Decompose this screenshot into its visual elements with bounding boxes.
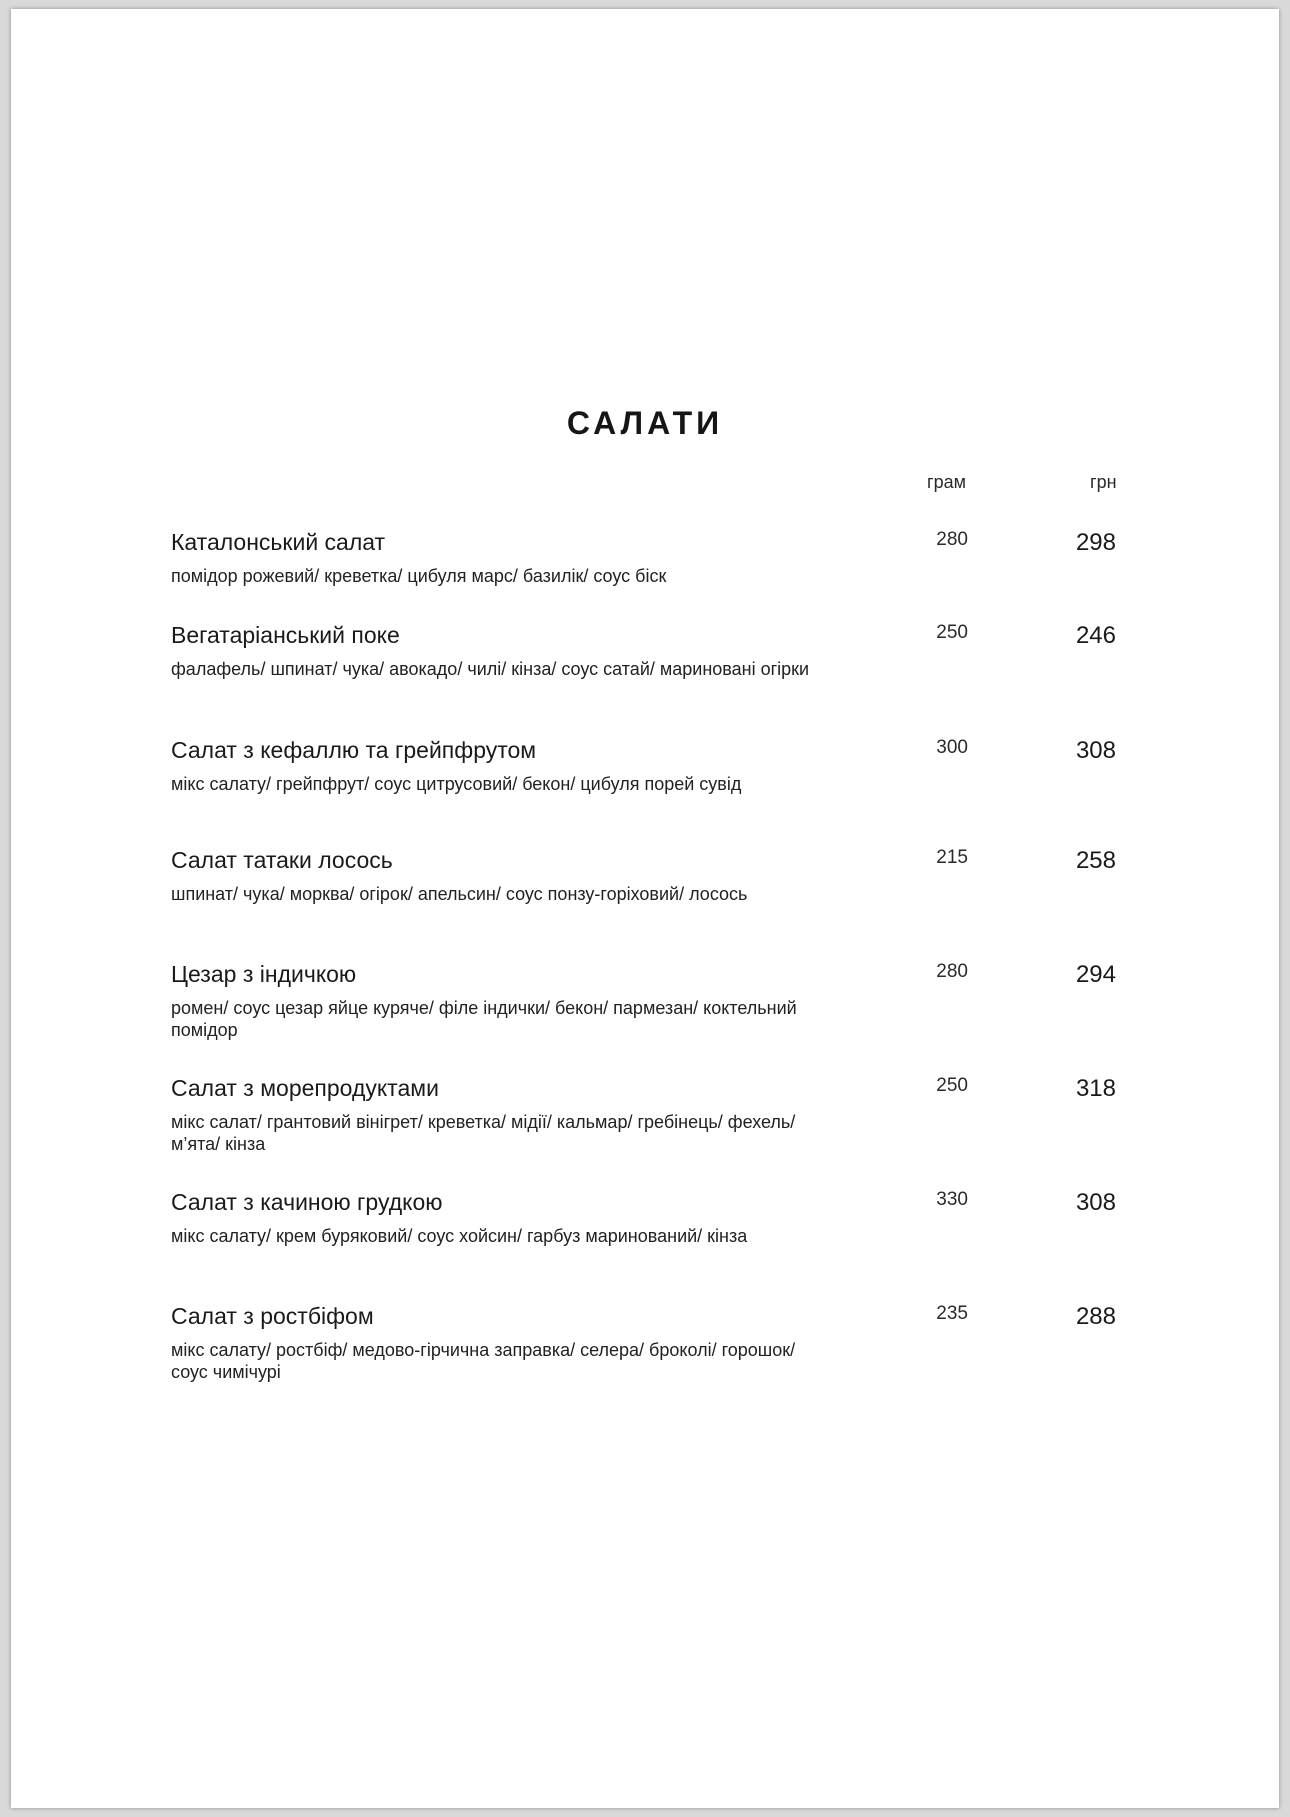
item-name: Вегатаріанський поке xyxy=(171,622,400,648)
item-description: фалафель/ шпинат/ чука/ авокадо/ чилі/ кінза/ соус сатай/ мариновані огірки xyxy=(171,659,810,679)
item-name: Салат з морепродуктами xyxy=(171,1075,439,1101)
item-price: 318 xyxy=(1075,1075,1116,1102)
menu-item xyxy=(0,961,1290,1071)
item-weight: 235 xyxy=(936,1303,968,1324)
column-header-price: грн xyxy=(1090,472,1117,492)
item-weight: 215 xyxy=(936,847,968,868)
item-description: мікс салату/ ростбіф/ медово-гірчична заправка/ селера/ броколі/ горошок/ соус чимічурі xyxy=(171,1340,796,1382)
item-weight: 330 xyxy=(936,1189,968,1210)
menu-item xyxy=(0,1189,1290,1299)
menu-item xyxy=(0,622,1290,732)
column-header-gram: грам xyxy=(927,472,966,492)
item-weight: 300 xyxy=(936,737,968,758)
menu-item xyxy=(0,1303,1290,1413)
item-price: 308 xyxy=(1075,1189,1116,1216)
menu-item xyxy=(0,1075,1290,1185)
item-name: Салат з кефаллю та грейпфрутом xyxy=(171,737,537,763)
item-weight: 250 xyxy=(936,622,968,643)
item-price: 288 xyxy=(1075,1303,1116,1330)
item-price: 258 xyxy=(1075,847,1116,874)
item-name: Салат татаки лосось xyxy=(171,847,393,873)
item-weight: 280 xyxy=(936,961,968,982)
menu-item xyxy=(0,847,1290,957)
page-title: САЛАТИ xyxy=(566,405,724,441)
item-price: 298 xyxy=(1075,529,1116,556)
item-price: 294 xyxy=(1075,961,1116,988)
item-weight: 250 xyxy=(936,1075,968,1096)
item-name: Салат з ростбіфом xyxy=(171,1303,374,1329)
item-price: 246 xyxy=(1075,622,1116,649)
item-price: 308 xyxy=(1075,737,1116,764)
item-description: мікс салат/ грантовий вінігрет/ креветка/ мідії/ кальмар/ гребінець/ фехель/ м’ята/ кінза xyxy=(171,1112,796,1154)
item-name: Каталонський салат xyxy=(171,529,386,555)
item-name: Цезар з індичкою xyxy=(171,961,357,987)
item-description: помідор рожевий/ креветка/ цибуля марс/ базилік/ соус біск xyxy=(171,566,667,586)
item-name: Салат з качиною грудкою xyxy=(171,1189,443,1215)
menu-item xyxy=(0,737,1290,847)
item-weight: 280 xyxy=(936,529,968,550)
item-description: мікс салату/ грейпфрут/ соус цитрусовий/ бекон/ цибуля порей сувід xyxy=(171,774,742,794)
item-description: мікс салату/ крем буряковий/ соус хойсин/ гарбуз маринований/ кінза xyxy=(171,1226,748,1246)
item-description: шпинат/ чука/ морква/ огірок/ апельсин/ соус понзу-горіховий/ лосось xyxy=(171,884,748,904)
item-description: ромен/ соус цезар яйце куряче/ філе індички/ бекон/ пармезан/ коктельний помідор xyxy=(171,998,797,1040)
